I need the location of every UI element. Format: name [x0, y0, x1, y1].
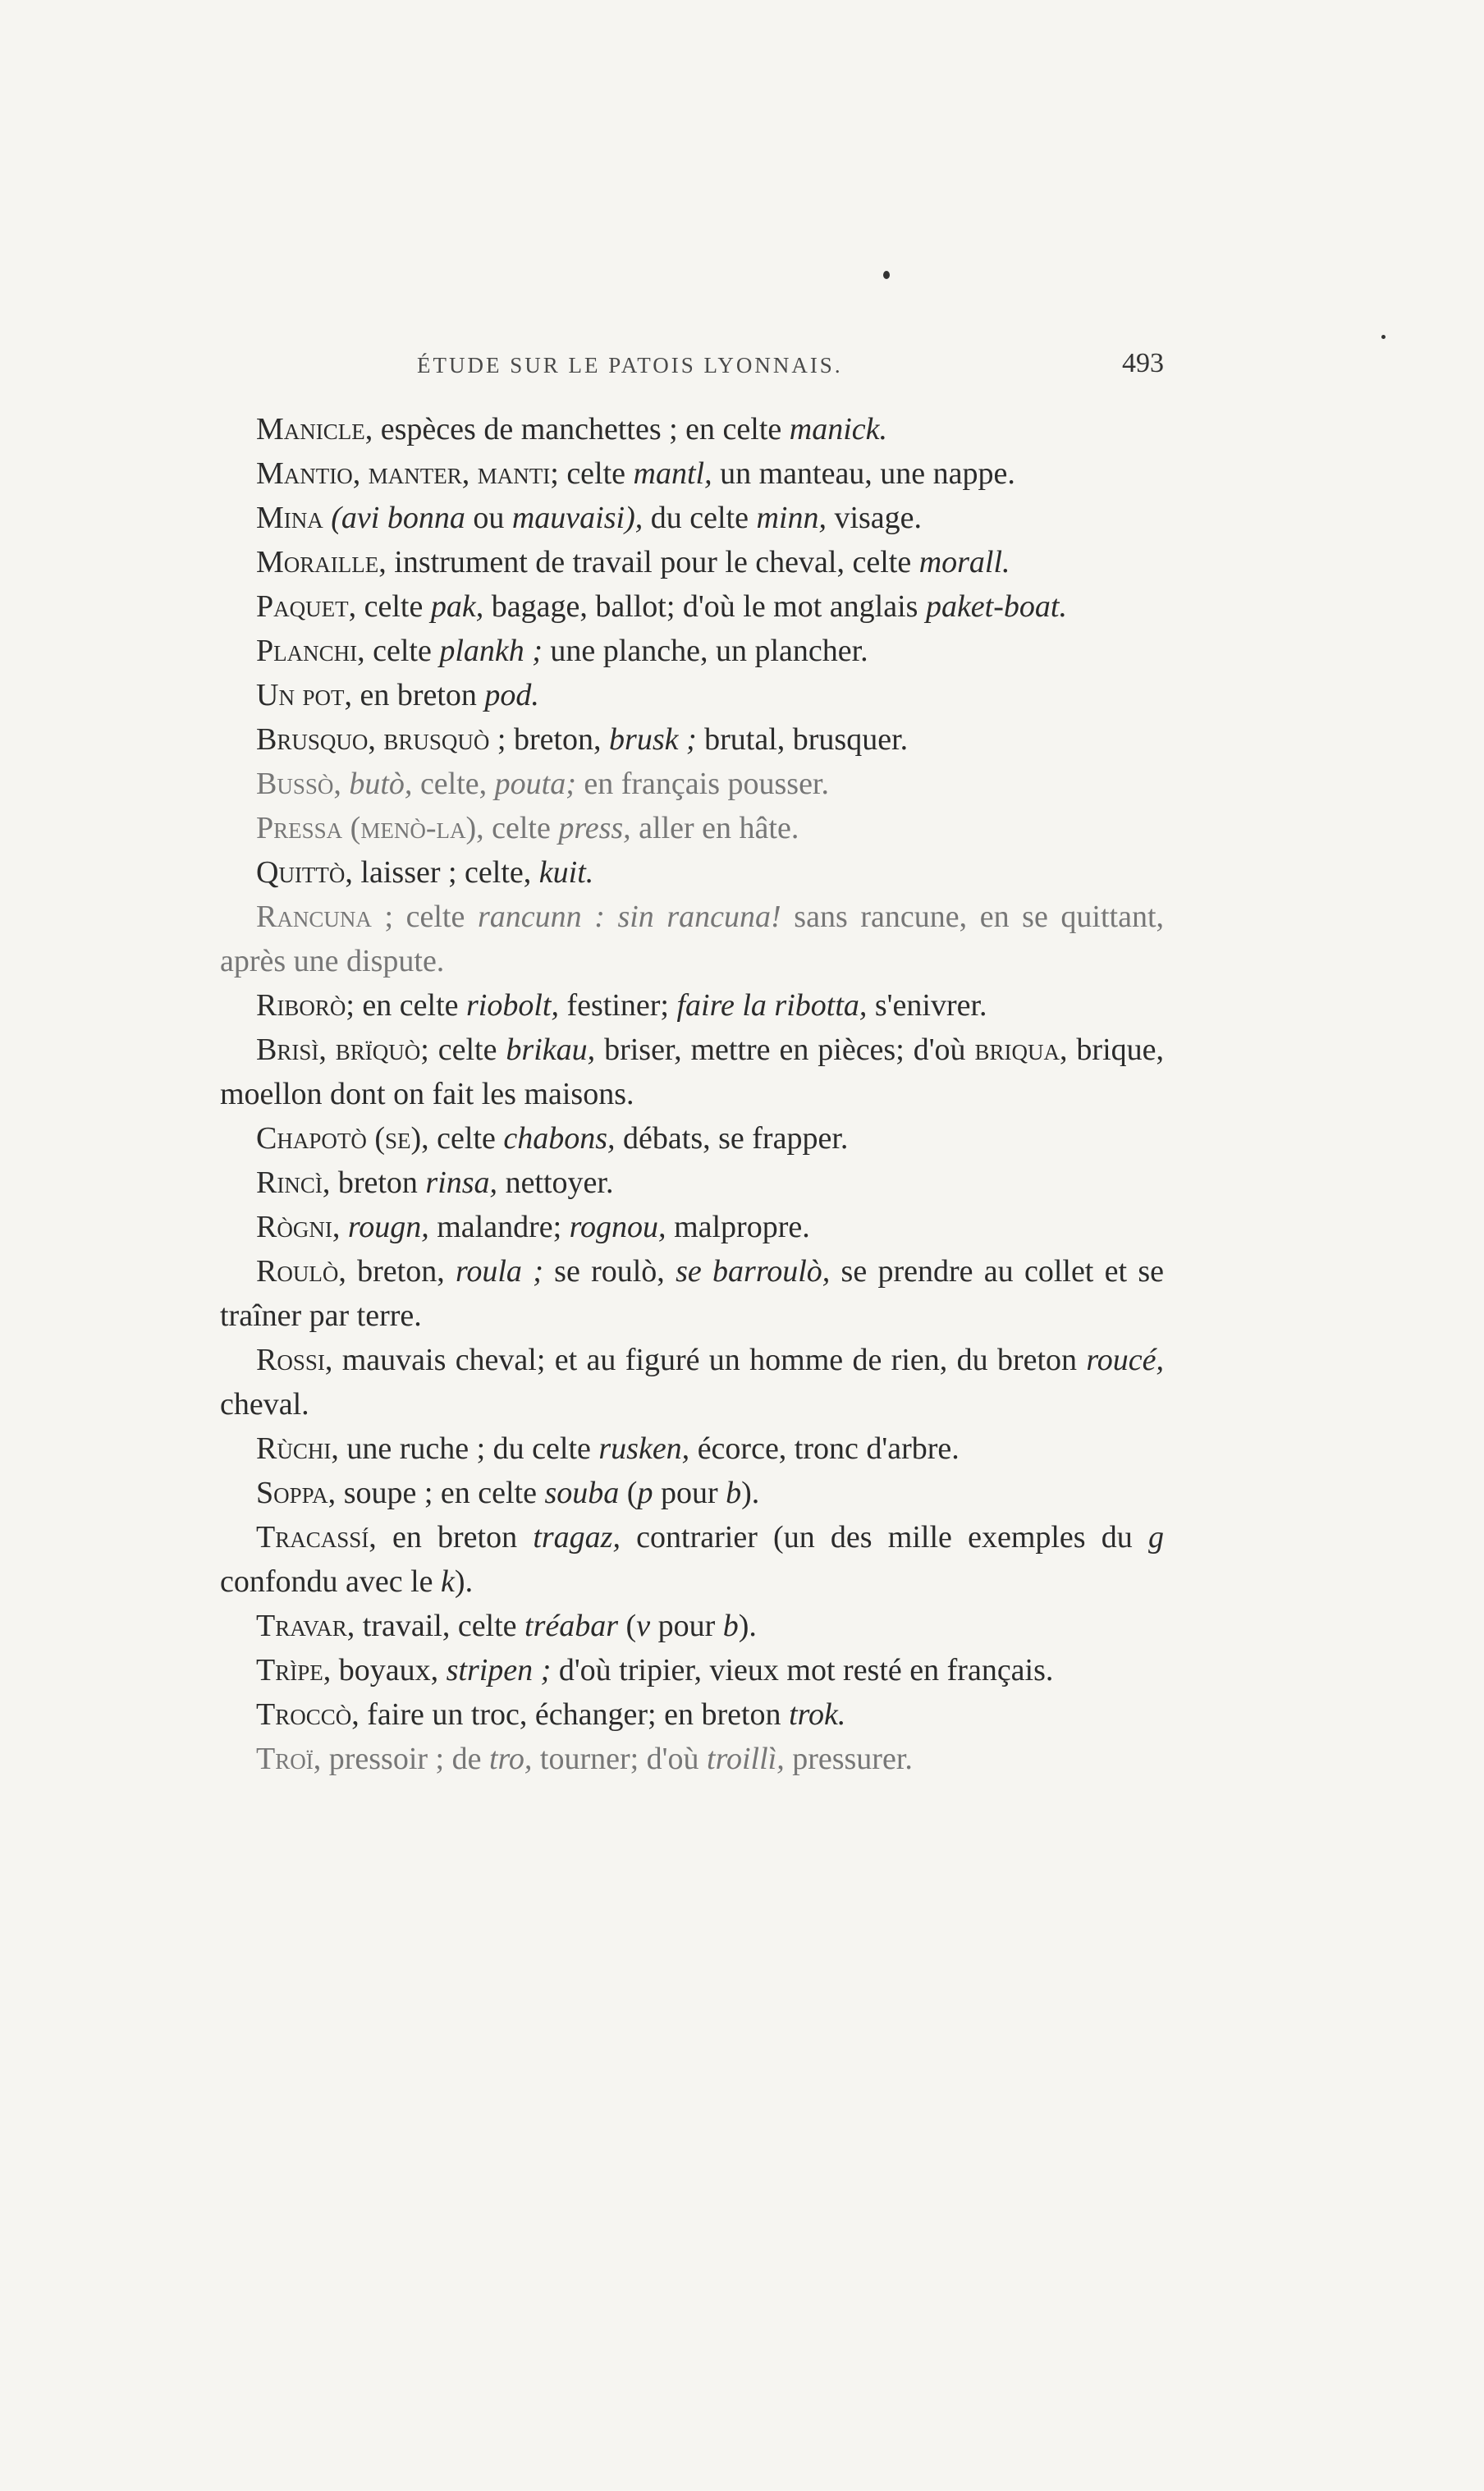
ink-speck [1381, 335, 1386, 339]
entry-roulo: Roulò, breton, roula ; se roulò, se barroulò, se prendre au collet et se traîner par terre. [220, 1254, 1165, 1333]
entry-headword: Mantio, manter, manti; [256, 456, 559, 491]
entry-planchi: Planchi, celte plankh ; une planche, un plancher. [256, 634, 868, 668]
entry-rossi: Rossi, mauvais cheval; et au figuré un homme de rien, du breton roucé, cheval. [220, 1343, 1164, 1422]
entry-headword: Pressa (menò-la), [256, 811, 484, 845]
entry-headword: Un pot, [256, 678, 352, 712]
entry-headword: Travar, [256, 1609, 355, 1643]
entry-headword: Manicle, [256, 412, 373, 446]
entry-mina: Mina (avi bonna ou mauvaisi), du celte minn, visage. [256, 501, 923, 535]
running-title: ÉTUDE SUR LE PATOIS LYONNAIS. [417, 353, 843, 378]
entry-headword: Bussò, [256, 767, 341, 801]
ink-speck [883, 271, 890, 279]
entry-tracassi: Tracassí, en breton tragaz, contrarier (un des mille exemples du g confondu avec le k). [220, 1520, 1164, 1599]
entry-headword: Brusquo, brusquò ; [256, 722, 506, 757]
entry-tripe: Trìpe, boyaux, stripen ; d'où tripier, vieux mot resté en français. [256, 1653, 1054, 1687]
entry-headword: Tracassí, [256, 1520, 377, 1555]
entry-riboro: Riborò; en celte riobolt, festiner; faire la ribotta, s'enivrer. [256, 988, 987, 1023]
entry-headword: Rincì, [256, 1165, 331, 1200]
entry-busso: Bussò, butò, celte, pouta; en français pousser. [256, 767, 829, 801]
page-header [220, 348, 1164, 396]
entry-manicle: Manicle, espèces de manchettes ; en celte manick. [256, 412, 887, 446]
entry-headword: Roulò, [256, 1254, 346, 1289]
entry-headword: Moraille, [256, 545, 387, 579]
entry-soppa: Soppa, soupe ; en celte souba (p pour b). [256, 1476, 760, 1510]
entry-pressa: Pressa (menò-la), celte press, aller en hâte. [256, 811, 799, 845]
page-number: 493 [1122, 348, 1164, 378]
entry-headword: Mina [256, 501, 323, 535]
entry-headword: Brisì, brïquò; [256, 1033, 429, 1067]
entry-moraille: Moraille, instrument de travail pour le cheval, celte morall. [256, 545, 1010, 579]
entry-headword: Riborò; [256, 988, 355, 1023]
entry-ruchi: Rùchi, une ruche ; du celte rusken, écorce, tronc d'arbre. [256, 1431, 960, 1466]
entry-headword: Rùchi, [256, 1431, 339, 1466]
entry-headword: Trìpe, [256, 1653, 332, 1687]
entry-headword: Quittò, [256, 855, 353, 890]
entry-paquet: Paquet, celte pak, bagage, ballot; d'où le mot anglais paket-boat. [256, 589, 1067, 624]
entry-rancuna: Rancuna ; celte rancunn : sin rancuna! sans rancune, en se quittant, après une dispute. [220, 900, 1165, 978]
entry-headword: Chapotò (se), [256, 1121, 429, 1156]
entry-chapoto: Chapotò (se), celte chabons, débats, se frapper. [256, 1121, 849, 1156]
entry-headword: Troccò, [256, 1697, 360, 1732]
entry-brisi: Brisì, brïquò; celte brikau, briser, mettre en pièces; d'où briqua, brique, moellon dont on fait les maisons. [220, 1033, 1165, 1111]
entry-un-pot: Un pot, en breton pod. [256, 678, 539, 712]
entry-headword: Paquet, [256, 589, 357, 624]
entry-brusquo: Brusquo, brusquò ; breton, brusk ; brutal, brusquer. [256, 722, 909, 757]
entry-quitto: Quittò, laisser ; celte, kuit. [256, 855, 594, 890]
entry-headword: Soppa, [256, 1476, 337, 1510]
entry-mantio: Mantio, manter, manti; celte mantl, un manteau, une nappe. [256, 456, 1015, 491]
entry-travar: Travar, travail, celte tréabar (v pour b). [256, 1609, 757, 1643]
entry-headword: Rossi, [256, 1343, 333, 1377]
entry-rogni: Rògni, rougn, malandre; rognou, malpropre. [256, 1210, 810, 1244]
glossary-text [220, 407, 1164, 1781]
entry-headword: Rancuna ; [256, 900, 394, 934]
entry-headword: Planchi, [256, 634, 365, 668]
entry-headword: Troï, [256, 1742, 322, 1776]
entry-troi: Troï, pressoir ; de tro, tourner; d'où troillì, pressurer. [256, 1742, 913, 1776]
entry-rinci: Rincì, breton rinsa, nettoyer. [256, 1165, 614, 1200]
entry-trocco: Troccò, faire un troc, échanger; en breton trok. [256, 1697, 846, 1732]
entry-headword: Rògni, [256, 1210, 341, 1244]
